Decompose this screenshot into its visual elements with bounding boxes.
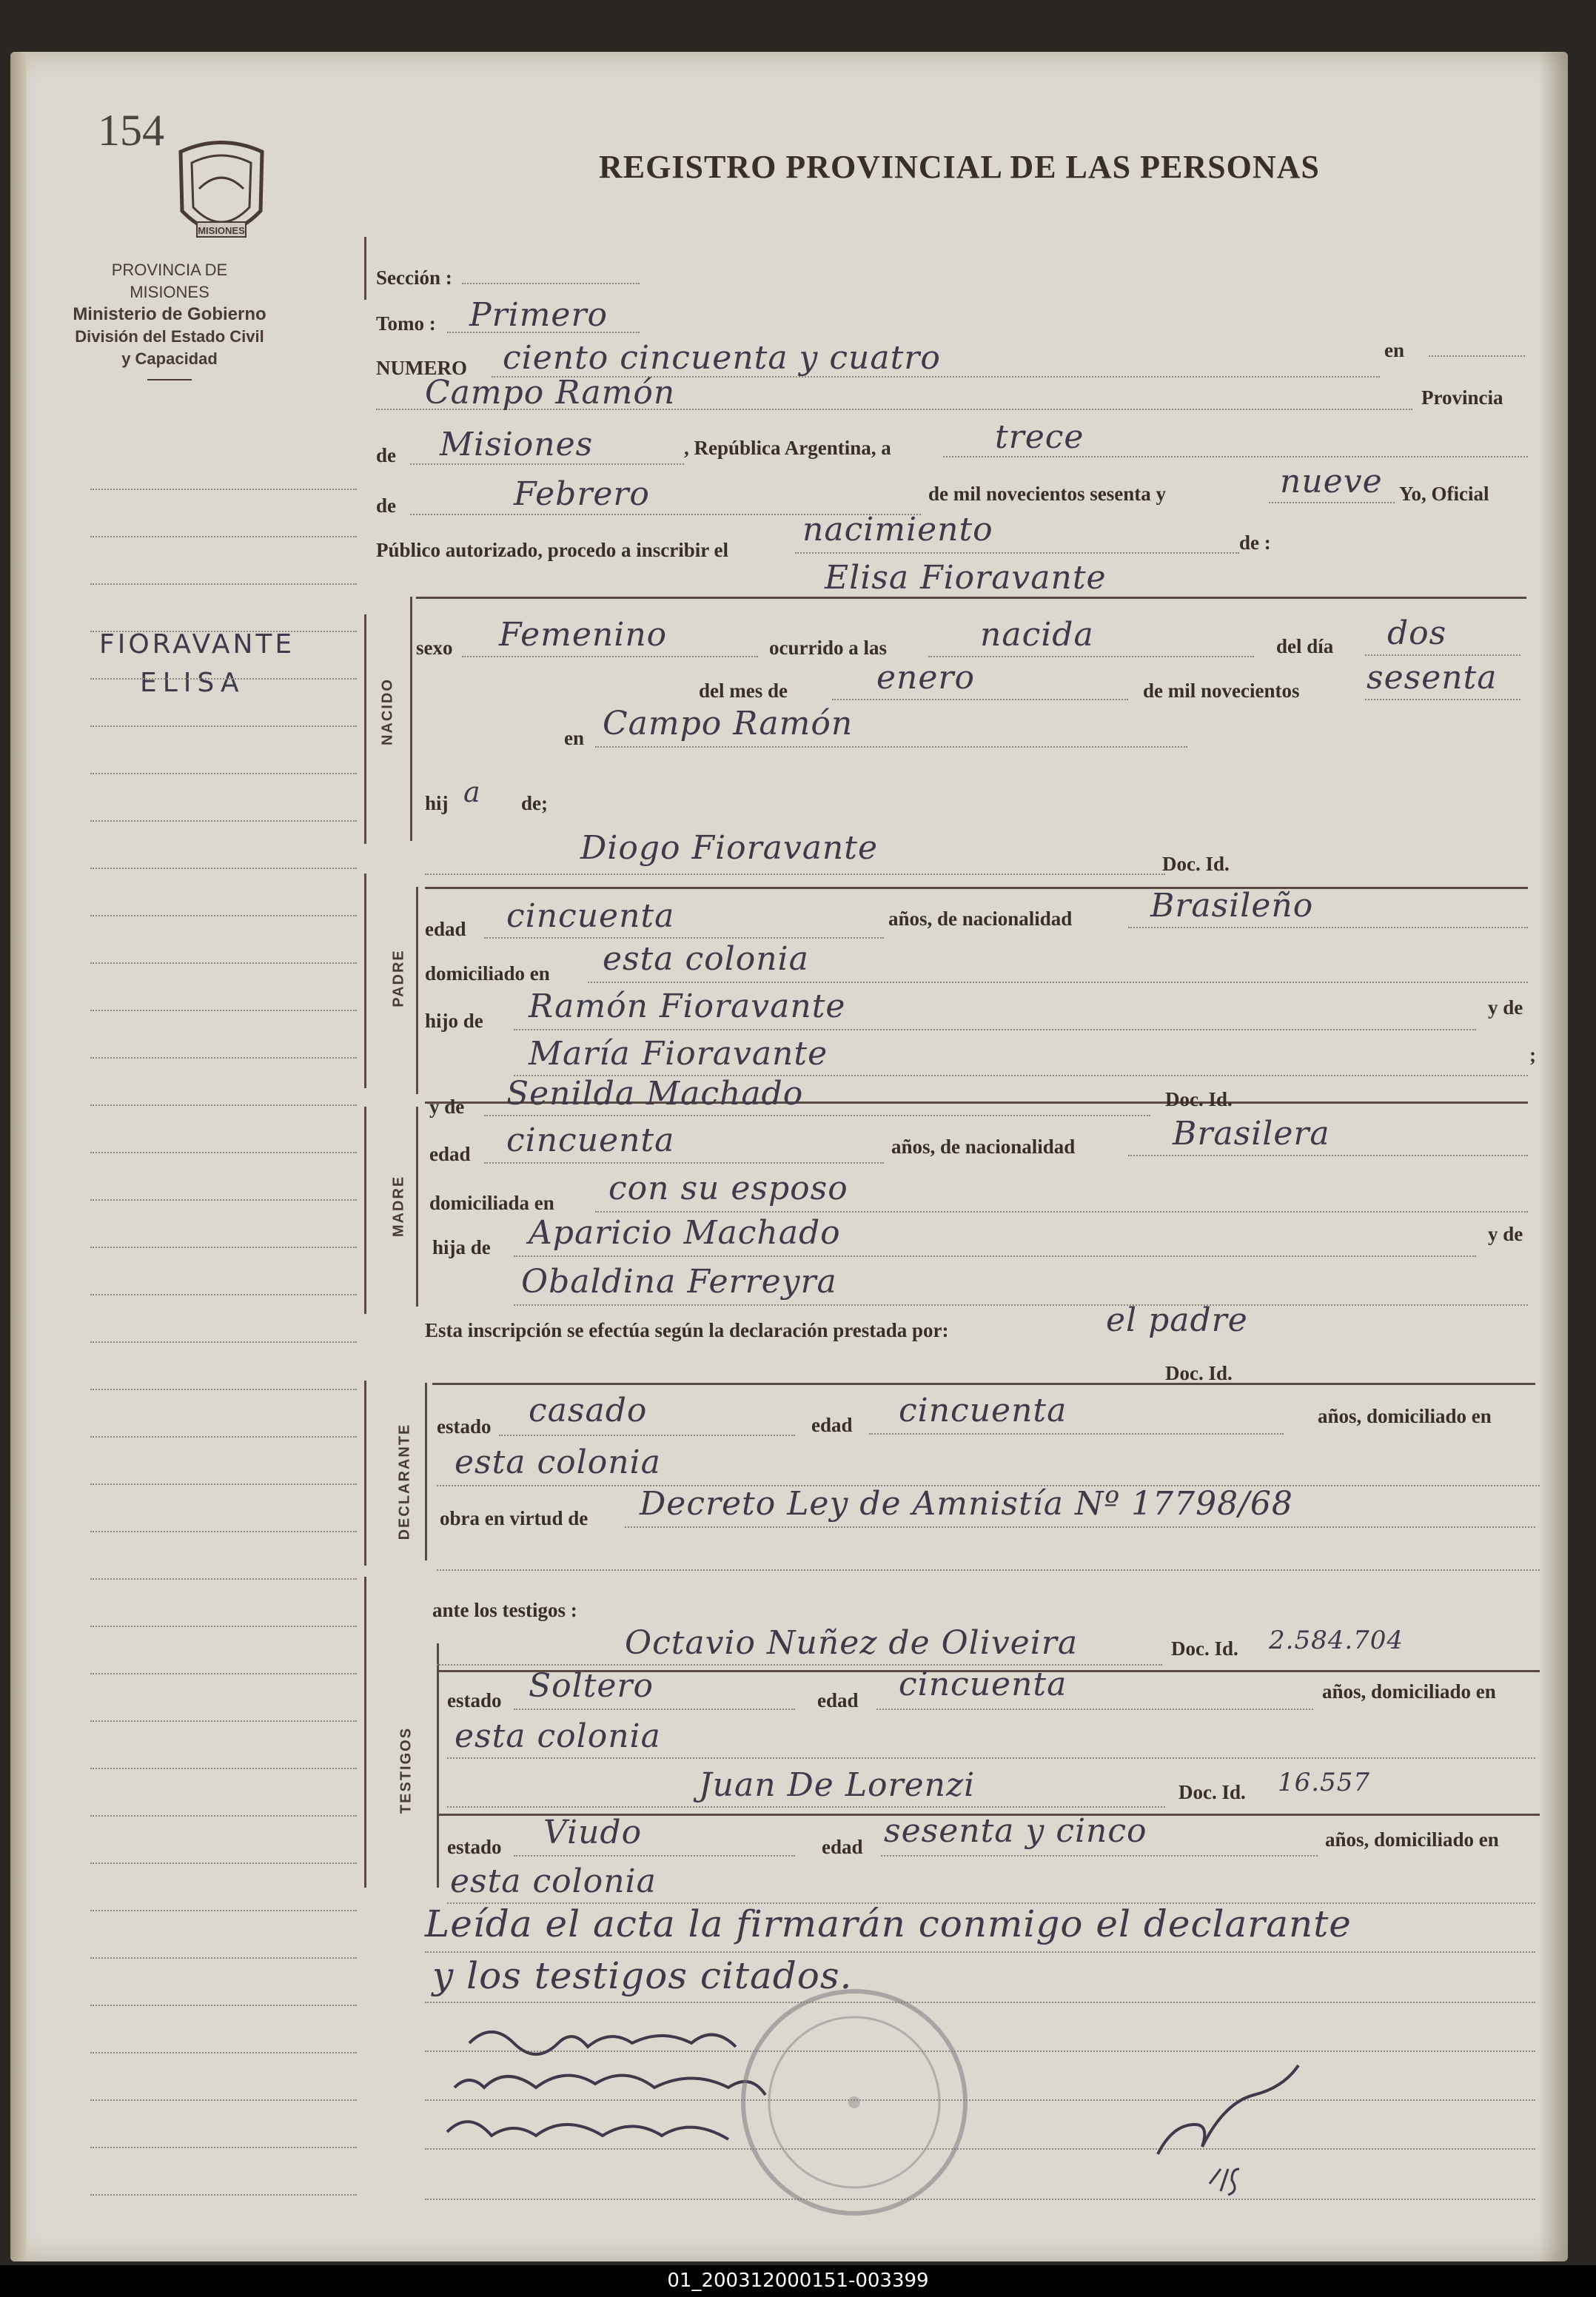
margin-line: [90, 868, 357, 869]
province-seal-icon: [166, 137, 277, 255]
margin-line: [90, 1436, 357, 1438]
testigos-vertical-rule: [364, 1577, 366, 1888]
margin-line: [90, 1531, 357, 1532]
acto-line: [795, 552, 1239, 554]
inscripcion-label: Esta inscripción se efectúa según la declaración prestada por:: [425, 1319, 949, 1341]
testigo1-edad-line: [876, 1709, 1313, 1710]
margin-line: [90, 2194, 357, 2196]
testigo1-dom-value: esta colonia: [455, 1717, 661, 1755]
ministry-line4: y Capacidad: [121, 349, 218, 368]
official-signature-icon: [1143, 2036, 1335, 2206]
numero-label: NUMERO: [376, 357, 467, 379]
anio-nac-line: [1365, 699, 1520, 700]
de-label-2: de: [376, 494, 396, 517]
hora-value: nacida: [980, 616, 1094, 654]
padre-name-line: [425, 873, 1165, 875]
sexo-line: [462, 656, 758, 657]
margin-line: [90, 1294, 357, 1295]
testigo1-name-value: Octavio Nuñez de Oliveira: [625, 1624, 1079, 1662]
testigo1-edad-label: edad: [817, 1689, 859, 1711]
madre-nac-line: [1128, 1155, 1528, 1156]
publico-label: Público autorizado, procedo a inscribir el: [376, 539, 728, 561]
madre-hija-de-label: hija de: [432, 1236, 491, 1258]
padre-y-de-label: y de: [1488, 996, 1523, 1019]
testigo1-estado-label: estado: [447, 1689, 502, 1711]
official-stamp-icon: [706, 1976, 1002, 2221]
padre-hijo-de-label: hijo de: [425, 1010, 483, 1032]
en-nac-label: en: [564, 727, 584, 749]
nombre-value: Elisa Fioravante: [825, 559, 1107, 597]
madre-vertical-rule: [364, 1107, 366, 1314]
margin-line: [90, 1768, 357, 1769]
madre-dom-line: [595, 1211, 1528, 1213]
declarante-inner-rule: [425, 1383, 427, 1560]
testigos-label: ante los testigos :: [432, 1599, 577, 1621]
decl-obra-value: Decreto Ley de Amnistía Nº 17798/68: [640, 1485, 1293, 1523]
madre-dom-value: con su esposo: [608, 1170, 848, 1207]
decl-edad-line: [869, 1433, 1284, 1435]
page-title: REGISTRO PROVINCIAL DE LAS PERSONAS: [599, 149, 1320, 185]
decl-extra-line: [437, 1569, 1540, 1571]
madre-y-de-label: y de: [429, 1096, 465, 1118]
de-mil-label: de mil novecientos sesenta y: [928, 483, 1166, 505]
svg-text:MISIONES: MISIONES: [198, 225, 245, 236]
testigo2-edad-label: edad: [822, 1836, 863, 1858]
ocurrido-label: ocurrido a las: [769, 637, 887, 659]
margin-given-name: ELISA: [140, 668, 245, 698]
provincia-label: Provincia: [1421, 386, 1503, 409]
hij-suffix-value: a: [463, 776, 481, 808]
madre-label: MADRE: [390, 1175, 407, 1238]
de-colon-label: de :: [1239, 532, 1271, 554]
testigos-side-label: TESTIGOS: [398, 1726, 415, 1814]
testigo1-estado-value: Soltero: [529, 1667, 654, 1705]
testigo2-name-line: [447, 1806, 1165, 1808]
margin-line: [90, 1010, 357, 1011]
cierre-line1: Leída el acta la firmarán conmigo el declarante: [425, 1902, 1352, 1945]
testigo1-anos-dom-label: años, domiciliado en: [1322, 1680, 1496, 1703]
nacido-top-rule: [416, 597, 1526, 599]
margin-line: [90, 820, 357, 822]
padre-inner-rule: [416, 887, 418, 1094]
seccion-label: Sección :: [376, 266, 452, 289]
testigo1-doc-label: Doc. Id.: [1171, 1637, 1238, 1660]
margin-line: [90, 1389, 357, 1390]
cierre-line2: y los testigos citados.: [432, 1954, 853, 1997]
lugar-value: Campo Ramón: [425, 374, 676, 412]
madre-madre-line: [514, 1304, 1528, 1306]
padre-name-value: Diogo Fioravante: [580, 829, 878, 867]
margin-line: [90, 1483, 357, 1485]
margin-line: [90, 489, 357, 490]
testigo2-anos-dom-label: años, domiciliado en: [1325, 1828, 1499, 1851]
padre-nac-label: años, de nacionalidad: [888, 908, 1073, 930]
ministry-line3: División del Estado Civil: [75, 327, 264, 346]
ministry-header: [70, 259, 269, 380]
tomo-value: Primero: [469, 296, 608, 334]
hij-label: hij: [425, 792, 449, 814]
testigo2-estado-value: Viudo: [543, 1814, 643, 1851]
dia-nac-line: [1365, 654, 1520, 656]
padre-padre-line: [514, 1029, 1476, 1030]
sexo-value: Femenino: [499, 616, 668, 654]
nacido-inner-rule: [410, 597, 412, 841]
del-dia-label: del día: [1276, 635, 1334, 657]
republica-label: , República Argentina, a: [684, 437, 891, 459]
madre-edad-value: cincuenta: [506, 1121, 675, 1159]
padre-padre-value: Ramón Fioravante: [529, 987, 846, 1025]
tomo-label: Tomo :: [376, 312, 436, 335]
testigo2-doc-label: Doc. Id.: [1178, 1781, 1246, 1803]
madre-nac-value: Brasilera: [1173, 1115, 1330, 1153]
numero-value: ciento cincuenta y cuatro: [503, 339, 941, 377]
decl-edad-label: edad: [811, 1414, 853, 1436]
dia-line: [943, 456, 1528, 457]
sexo-label: sexo: [416, 637, 453, 659]
hora-line: [928, 656, 1254, 657]
madre-name-line: [484, 1115, 1150, 1116]
margin-line: [90, 1152, 357, 1153]
ministry-line2: Ministerio de Gobierno: [73, 304, 266, 324]
padre-dom-label: domiciliado en: [425, 962, 550, 985]
padre-madre-value: María Fioravante: [529, 1035, 828, 1073]
declarante-value: el padre: [1106, 1301, 1248, 1339]
acto-value: nacimiento: [802, 511, 993, 549]
madre-name-value: Senilda Machado: [506, 1075, 804, 1113]
mes-nac-value: enero: [876, 659, 975, 697]
image-id-text: 01_200312000151-003399: [667, 2270, 929, 2292]
padre-edad-line: [484, 937, 884, 939]
lugar-nac-value: Campo Ramón: [603, 705, 854, 742]
margin-line: [90, 1720, 357, 1722]
margin-line: [90, 2052, 357, 2053]
margin-line: [90, 2099, 357, 2101]
cierre-line1-rule: [425, 1951, 1535, 1953]
ministry-line1: PROVINCIA DE MISIONES: [111, 261, 228, 301]
book-spine: [10, 52, 27, 2261]
margin-line: [90, 678, 357, 680]
testigo2-edad-line: [881, 1855, 1318, 1857]
register-page: [10, 52, 1568, 2261]
margin-line: [90, 915, 357, 916]
anio-nac-value: sesenta: [1367, 659, 1498, 697]
testigo1-estado-line: [514, 1709, 795, 1710]
testigo2-edad-value: sesenta y cinco: [884, 1812, 1147, 1850]
madre-y-de-label2: y de: [1488, 1223, 1523, 1245]
declarante-top-rule: [432, 1383, 1535, 1385]
madre-edad-line: [484, 1162, 884, 1164]
margin-line: [90, 1247, 357, 1248]
margin-line: [90, 2005, 357, 2006]
margin-line: [90, 1578, 357, 1580]
madre-doc-label: Doc. Id.: [1165, 1088, 1233, 1110]
decl-edad-value: cincuenta: [899, 1392, 1067, 1429]
decl-obra-line: [625, 1526, 1535, 1528]
dia-nac-value: dos: [1387, 614, 1447, 652]
anio-value: nueve: [1280, 463, 1383, 500]
padre-top-rule: [425, 887, 1528, 889]
decl-obra-label: obra en virtud de: [440, 1507, 589, 1529]
margin-line: [90, 2147, 357, 2148]
padre-vertical-rule: [364, 873, 366, 1088]
margin-line: [90, 1104, 357, 1106]
decl-estado-line: [499, 1435, 795, 1436]
margin-line: [90, 773, 357, 774]
padre-dom-value: esta colonia: [603, 940, 809, 978]
en-line: [1429, 355, 1525, 357]
decl-anos-dom-label: años, domiciliado en: [1318, 1405, 1492, 1427]
provincia-line: [410, 463, 684, 465]
margin-line: [90, 962, 357, 964]
margin-line: [90, 1862, 357, 1864]
yo-oficial-label: Yo, Oficial: [1399, 483, 1489, 505]
testigo2-doc-value: 16.557: [1278, 1768, 1370, 1797]
de-mil-nov-label: de mil novecientos: [1143, 680, 1300, 702]
mes-value: Febrero: [514, 475, 650, 513]
padre-edad-value: cincuenta: [506, 897, 675, 935]
testigo2-estado-line: [514, 1855, 795, 1857]
anio-line: [1269, 502, 1395, 503]
padre-label: PADRE: [390, 949, 407, 1007]
del-mes-label: del mes de: [699, 680, 788, 702]
margin-line: [90, 1341, 357, 1343]
seccion-line: [462, 283, 640, 284]
madre-edad-label: edad: [429, 1143, 471, 1165]
padre-doc-label: Doc. Id.: [1162, 853, 1230, 875]
margin-line: [90, 1199, 357, 1201]
ministry-divider: [147, 379, 192, 380]
padre-dom-line: [588, 982, 1528, 983]
madre-nac-label: años, de nacionalidad: [891, 1136, 1076, 1158]
testigos-inner-rule: [437, 1643, 439, 1888]
declarante-label: DECLARANTE: [396, 1423, 413, 1540]
madre-padre-value: Aparicio Machado: [529, 1214, 841, 1252]
decl-estado-value: casado: [529, 1392, 648, 1429]
nacido-vertical-rule: [364, 614, 366, 844]
margin-line: [90, 1910, 357, 1911]
margin-line: [90, 1815, 357, 1817]
madre-inner-rule: [416, 1107, 418, 1307]
image-id-footer: [0, 2265, 1596, 2297]
margin-line: [90, 1626, 357, 1627]
testigo1-doc-value: 2.584.704: [1269, 1626, 1404, 1655]
dia-value: trece: [995, 418, 1084, 456]
testigo2-estado-label: estado: [447, 1836, 502, 1858]
madre-dom-label: domiciliada en: [429, 1192, 554, 1214]
declarante-vertical-rule: [364, 1381, 366, 1566]
padre-edad-label: edad: [425, 918, 466, 940]
testigo2-dom-value: esta colonia: [450, 1862, 657, 1900]
padre-nac-value: Brasileño: [1150, 887, 1314, 925]
testigo2-name-value: Juan De Lorenzi: [699, 1766, 976, 1804]
margin-line: [90, 725, 357, 727]
padre-semicolon: ;: [1529, 1044, 1536, 1066]
page-number: 154: [98, 106, 164, 155]
margin-line: [90, 1957, 357, 1959]
testigo1-dom-line: [447, 1757, 1535, 1759]
decl-estado-label: estado: [437, 1415, 492, 1438]
de-label-1: de: [376, 444, 396, 466]
main-vertical-rule: [364, 237, 366, 300]
margin-surname: FIORAVANTE: [99, 629, 295, 660]
nacido-label: NACIDO: [379, 678, 396, 745]
provincia-value: Misiones: [440, 426, 594, 463]
margin-line: [90, 1673, 357, 1674]
testigo1-edad-value: cincuenta: [899, 1666, 1067, 1703]
padre-nac-line: [1128, 927, 1528, 928]
de-semi-label: de;: [521, 792, 548, 814]
decl-dom-value: esta colonia: [455, 1443, 661, 1481]
margin-line: [90, 1057, 357, 1059]
margin-line: [90, 631, 357, 632]
madre-padre-line: [514, 1255, 1476, 1257]
margin-line: [90, 583, 357, 585]
declarante-doc-label: Doc. Id.: [1165, 1362, 1233, 1384]
lugar-nac-line: [595, 746, 1187, 748]
margin-line: [90, 536, 357, 537]
page-edge-shadow: [1538, 52, 1568, 2261]
madre-madre-value: Obaldina Ferreyra: [521, 1263, 837, 1301]
en-label: en: [1384, 339, 1404, 361]
mes-nac-line: [832, 699, 1128, 700]
